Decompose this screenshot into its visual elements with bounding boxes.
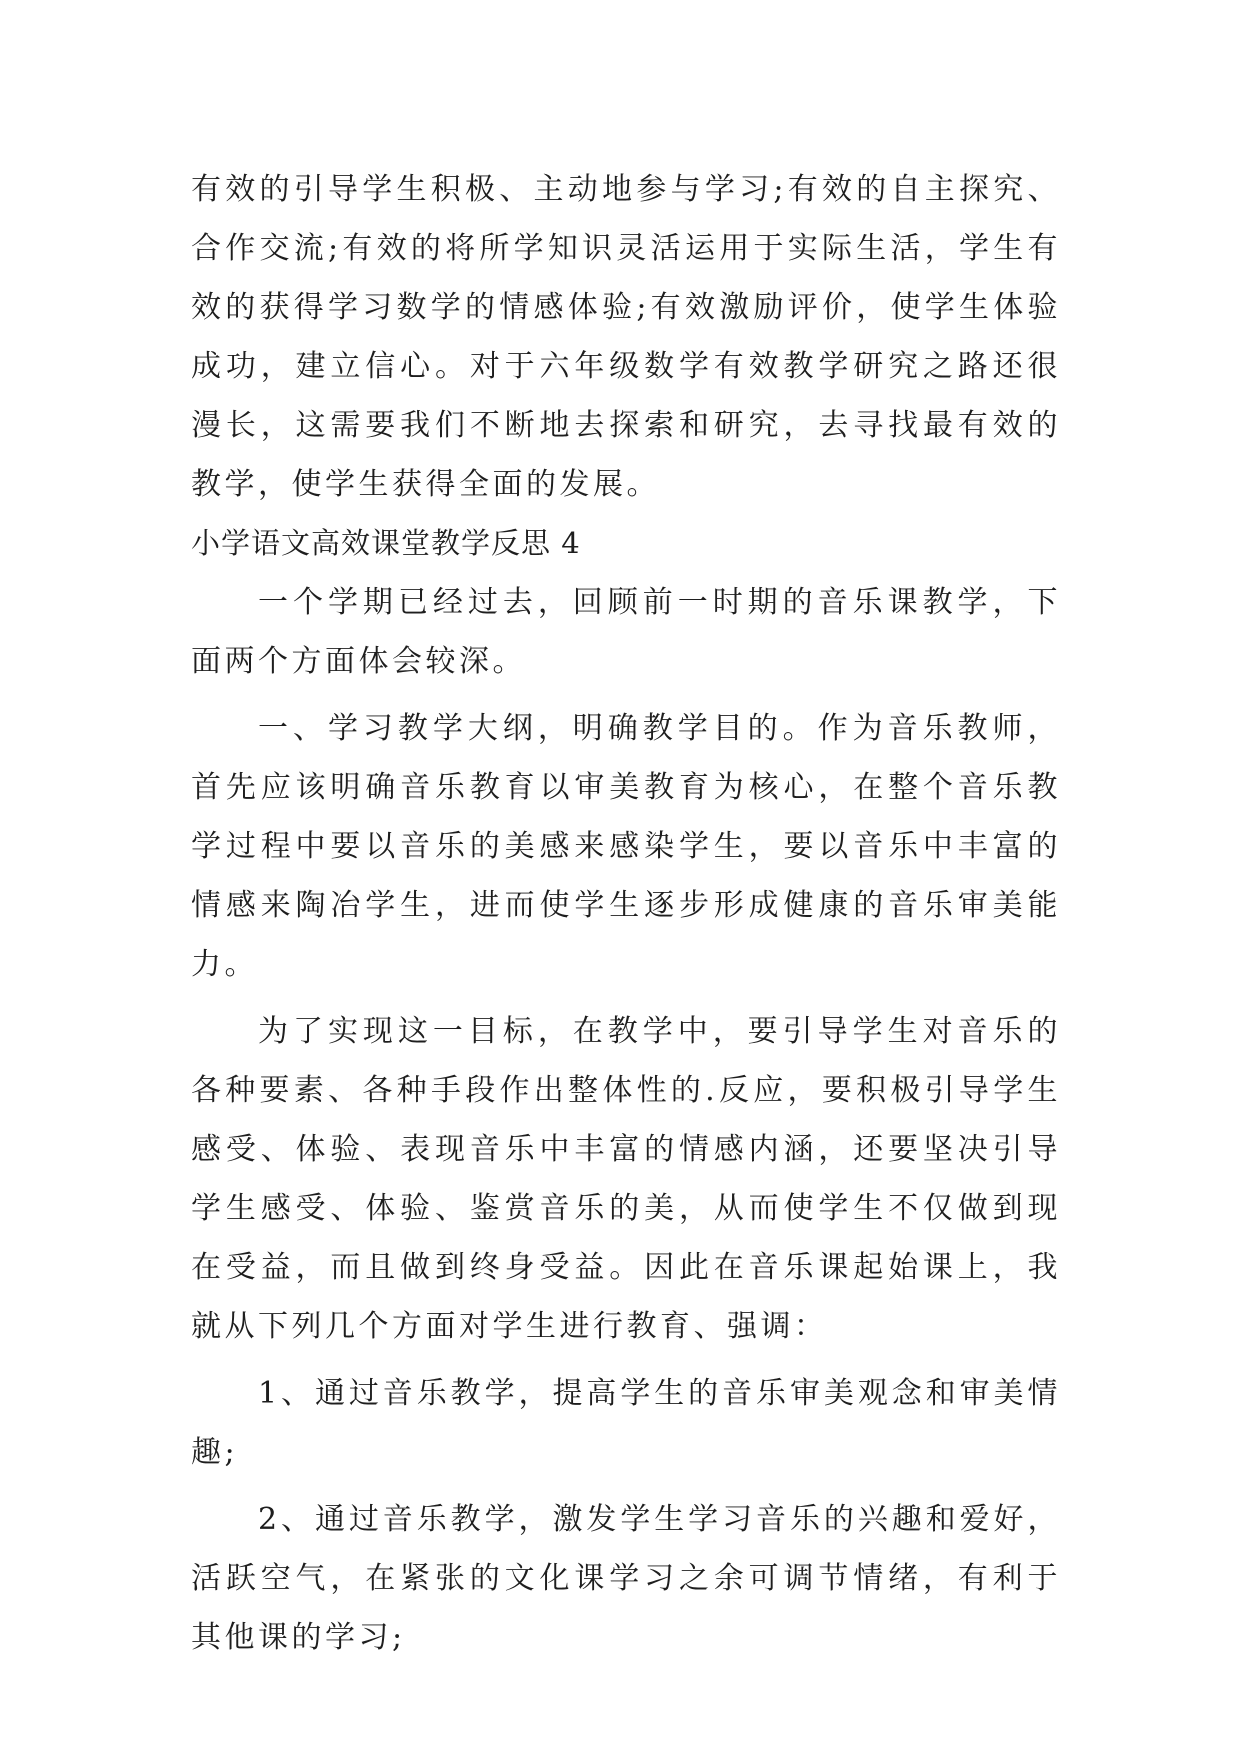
list-item-2: 2、通过音乐教学，激发学生学习音乐的兴趣和爱好，活跃空气，在紧张的文化课学习之余可调节情绪，有利于其他课的学习; [191,1502,1061,1655]
section-heading: 小学语文高效课堂教学反思 4 [191,526,581,560]
paragraph-goal: 为了实现这一目标，在教学中，要引导学生对音乐的各种要素、各种手段作出整体性的.反应，要积极引导学生感受、体验、表现音乐中丰富的情感内涵，还要坚决引导学生感受、体验、鉴赏音乐的美，从而使学生不仅做到现在受益，而且做到终身受益。因此在音乐课起始课上，我就从下列几个方面对学生进行教育、强调： [191,1014,1061,1344]
document-body [191,160,1061,1667]
paragraph-continued: 有效的引导学生积极、主动地参与学习;有效的自主探究、合作交流;有效的将所学知识灵活运用于实际生活，学生有效的获得学习数学的情感体验;有效激励评价，使学生体验成功，建立信心。对于六年级数学有效教学研究之路还很漫长，这需要我们不断地去探索和研究，去寻找最有效的教学，使学生获得全面的发展。 [191,172,1061,502]
paragraph-point-one: 一、学习教学大纲，明确教学目的。作为音乐教师，首先应该明确音乐教育以审美教育为核心，在整个音乐教学过程中要以音乐的美感来感染学生，要以音乐中丰富的情感来陶冶学生，进而使学生逐步形成健康的音乐审美能力。 [191,711,1061,982]
paragraph-intro: 一个学期已经过去，回顾前一时期的音乐课教学，下面两个方面体会较深。 [191,585,1061,679]
list-item-1: 1、通过音乐教学，提高学生的音乐审美观念和审美情趣; [191,1376,1061,1470]
